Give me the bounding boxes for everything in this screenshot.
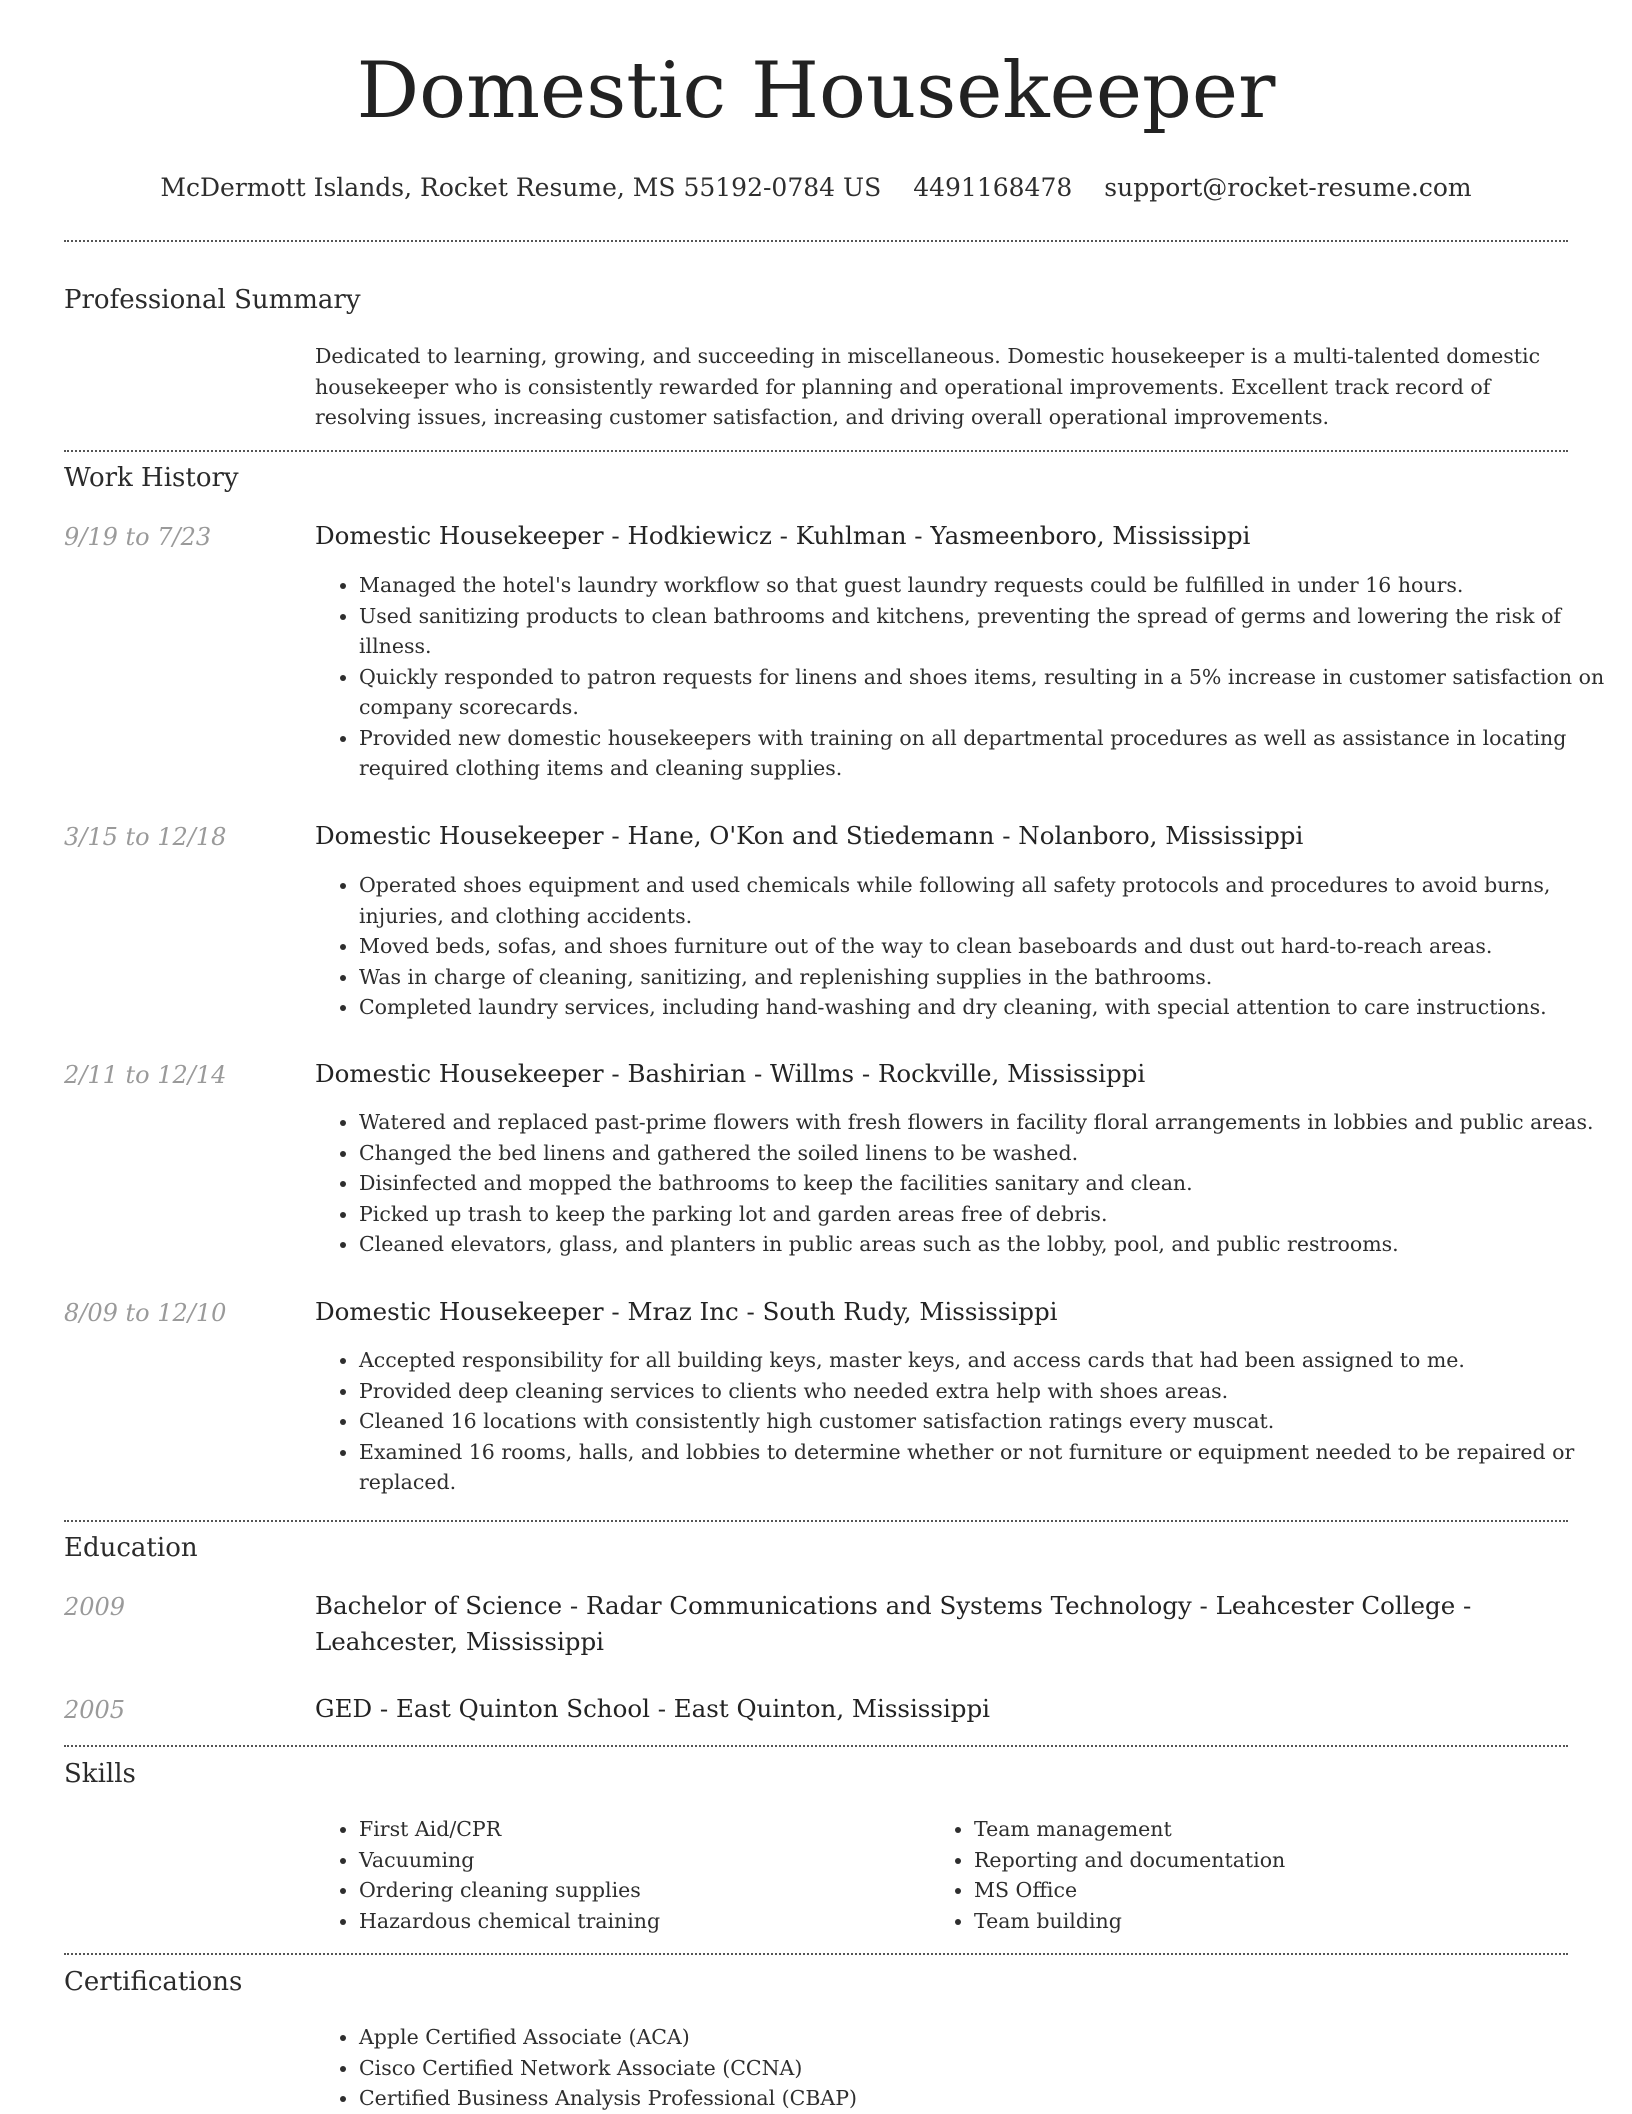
list-item: • Cisco Certified Network Associate (CCNA)	[359, 2053, 1611, 2084]
list-item: • Accepted responsibility for all building keys, master keys, and access cards that had been assigned to me.	[359, 1345, 1611, 1376]
contact-email: support@rocket-resume.com	[1104, 173, 1472, 202]
list-item: • Moved beds, sofas, and shoes furniture out of the way to clean baseboards and dust out hard-to-reach areas.	[359, 931, 1611, 962]
section-title-summary: Professional Summary	[64, 285, 361, 315]
list-item: • Team management	[974, 1814, 1574, 1845]
section-divider	[64, 240, 1568, 242]
job-dates: 8/09 to 12/10	[64, 1299, 227, 1327]
list-item: • Reporting and documentation	[974, 1845, 1574, 1876]
job-title: Domestic Housekeeper - Hodkiewicz - Kuhlman - Yasmeenboro, Mississippi	[315, 521, 1251, 550]
list-item: • Apple Certified Associate (ACA)	[359, 2022, 1611, 2053]
job-dates: 3/15 to 12/18	[64, 823, 227, 851]
section-title-education: Education	[64, 1533, 198, 1563]
section-title-work-history: Work History	[64, 463, 239, 493]
skills-list-right	[930, 1814, 1574, 1936]
list-item: • Hazardous chemical training	[359, 1906, 919, 1937]
job-dates: 2/11 to 12/14	[64, 1061, 227, 1089]
education-year: 2009	[64, 1593, 126, 1621]
list-item: • Disinfected and mopped the bathrooms to keep the facilities sanitary and clean.	[359, 1168, 1611, 1199]
education-entry: GED - East Quinton School - East Quinton, Mississippi	[315, 1694, 990, 1723]
list-item: • Ordering cleaning supplies	[359, 1875, 919, 1906]
section-divider	[64, 1520, 1568, 1522]
list-item: • MS Office	[974, 1875, 1574, 1906]
list-item: • First Aid/CPR	[359, 1814, 919, 1845]
list-item: • Provided deep cleaning services to clients who needed extra help with shoes areas.	[359, 1376, 1611, 1407]
list-item: • Picked up trash to keep the parking lot and garden areas free of debris.	[359, 1199, 1611, 1230]
contact-info	[0, 172, 1632, 204]
list-item: • Operated shoes equipment and used chemicals while following all safety protocols and procedures to avoid burns, injuries, and clothing accidents.	[359, 870, 1611, 931]
job-title: Domestic Housekeeper - Hane, O'Kon and Stiedemann - Nolanboro, Mississippi	[315, 821, 1304, 850]
summary-text: Dedicated to learning, growing, and succeeding in miscellaneous. Domestic housekeeper is a multi-talented domestic housekeeper who is consistently rewarded for planning and operational improvements. Excellent track record of resolving issues, increasing customer satisfaction, and driving overall operational improvements.	[315, 344, 1541, 429]
job-title: Domestic Housekeeper - Mraz Inc - South Rudy, Mississippi	[315, 1297, 1058, 1326]
contact-phone: 4491168478	[913, 173, 1073, 202]
job-bullets	[315, 870, 1611, 1023]
list-item: • Watered and replaced past-prime flowers with fresh flowers in facility floral arrangements in lobbies and public areas.	[359, 1107, 1611, 1138]
section-title-certifications: Certifications	[64, 1967, 243, 1997]
list-item: • Examined 16 rooms, halls, and lobbies to determine whether or not furniture or equipment needed to be repaired or replaced.	[359, 1437, 1611, 1498]
certifications-list	[315, 2022, 1611, 2114]
job-bullets	[315, 1107, 1611, 1260]
job-dates: 9/19 to 7/23	[64, 523, 212, 551]
list-item: • Cleaned 16 locations with consistently high customer satisfaction ratings every muscat.	[359, 1406, 1611, 1437]
list-item: • Certified Business Analysis Professional (CBAP)	[359, 2083, 1611, 2114]
list-item: • Cleaned elevators, glass, and planters in public areas such as the lobby, pool, and public restrooms.	[359, 1229, 1611, 1260]
list-item: • Team building	[974, 1906, 1574, 1937]
section-divider	[64, 450, 1568, 452]
job-title: Domestic Housekeeper - Bashirian - Willms - Rockville, Mississippi	[315, 1059, 1146, 1088]
list-item: • Used sanitizing products to clean bathrooms and kitchens, preventing the spread of germs and lowering the risk of illness.	[359, 601, 1611, 662]
page-title: Domestic Housekeeper	[356, 46, 1276, 136]
education-entry: Bachelor of Science - Radar Communications and Systems Technology - Leahcester College - Leahcester, Mississippi	[315, 1591, 1472, 1656]
job-bullets	[315, 1345, 1611, 1498]
job-bullets	[315, 570, 1611, 784]
section-divider	[64, 1745, 1568, 1747]
list-item: • Managed the hotel's laundry workflow so that guest laundry requests could be fulfilled in under 16 hours.	[359, 570, 1611, 601]
list-item: • Completed laundry services, including hand-washing and dry cleaning, with special attention to care instructions.	[359, 992, 1611, 1023]
list-item: • Was in charge of cleaning, sanitizing, and replenishing supplies in the bathrooms.	[359, 962, 1611, 993]
section-title-skills: Skills	[64, 1759, 136, 1789]
section-divider	[64, 1953, 1568, 1955]
contact-address: McDermott Islands, Rocket Resume, MS 55192-0784 US	[160, 173, 882, 202]
list-item: • Quickly responded to patron requests for linens and shoes items, resulting in a 5% increase in customer satisfaction on company scorecards.	[359, 662, 1611, 723]
list-item: • Changed the bed linens and gathered the soiled linens to be washed.	[359, 1138, 1611, 1169]
list-item: • Provided new domestic housekeepers with training on all departmental procedures as well as assistance in locating required clothing items and cleaning supplies.	[359, 723, 1611, 784]
skills-list-left	[315, 1814, 919, 1936]
list-item: • Vacuuming	[359, 1845, 919, 1876]
education-year: 2005	[64, 1696, 126, 1724]
